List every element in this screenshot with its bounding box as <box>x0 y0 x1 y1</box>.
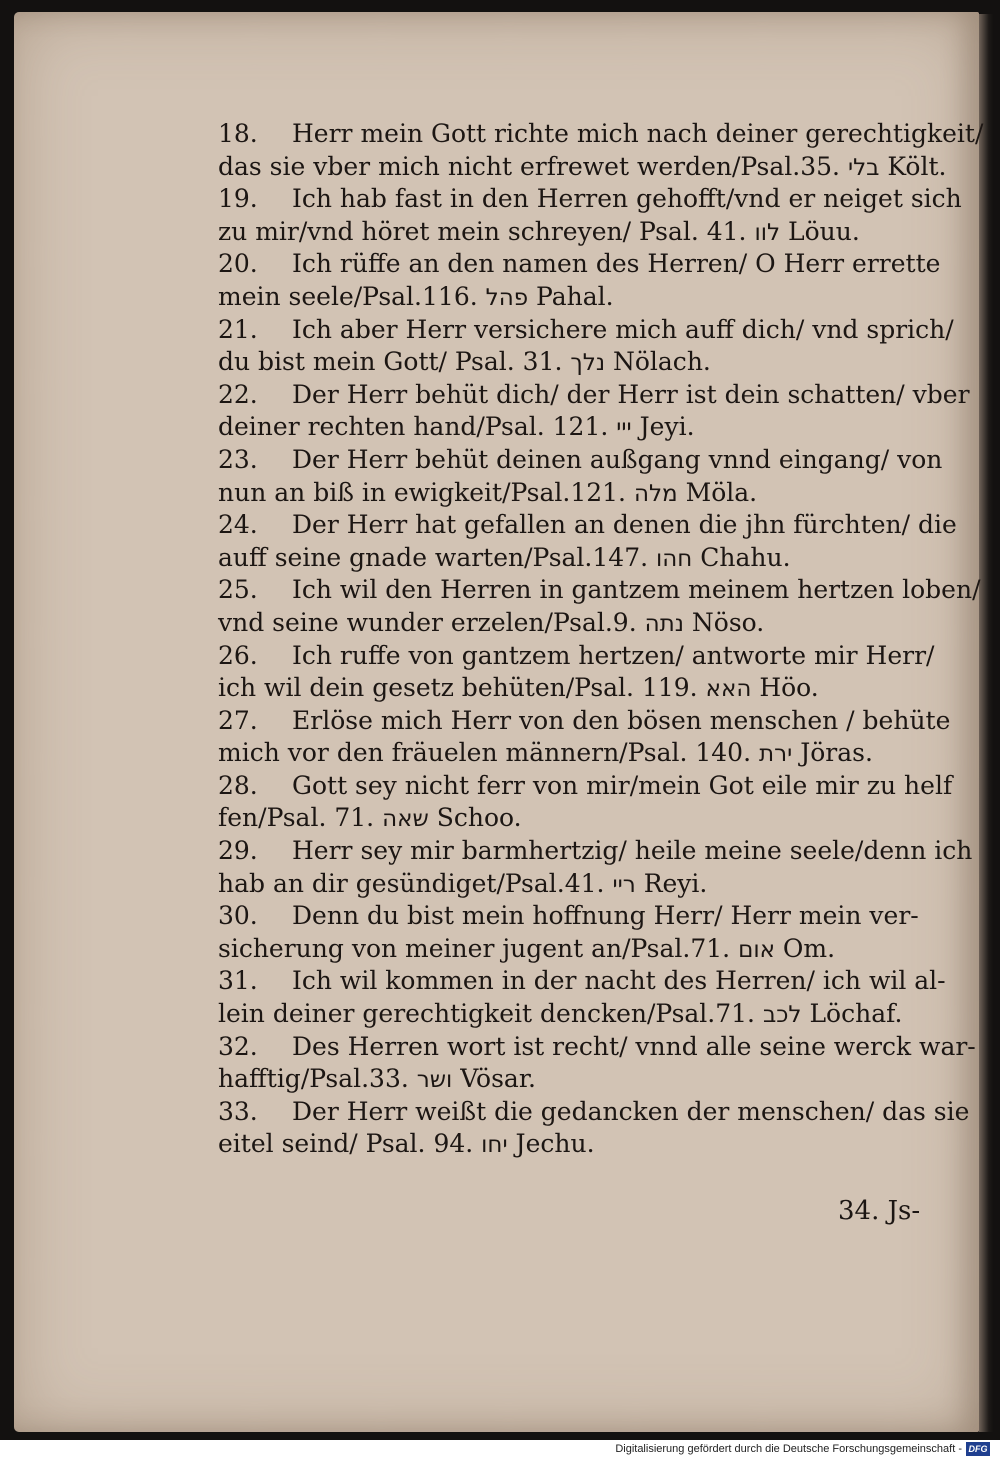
verse-first-line <box>218 183 962 216</box>
verse-text: Herr sey mir barmhertzig/ heile meine seele/denn ich <box>292 836 973 866</box>
angel-name: Nöso. <box>691 607 765 637</box>
angel-name: Chahu. <box>700 542 791 572</box>
verse-second-line <box>218 868 930 901</box>
verse-text: lein deiner gerechtigkeit dencken/Psal.71. <box>218 999 755 1029</box>
hebrew-angel-name: פהל <box>485 284 529 311</box>
hebrew-angel-name: יחו <box>481 1132 508 1159</box>
verse-second-line <box>218 737 930 770</box>
verse-first-line <box>218 900 930 933</box>
hebrew-angel-name: בלי <box>847 154 880 181</box>
verse-text: Ich aber Herr versichere mich auff dich/ vnd sprich/ <box>292 314 954 344</box>
verse-text: Gott sey nicht ferr von mir/mein Got eile mir zu helf <box>292 770 953 800</box>
hebrew-angel-name: לכב <box>762 1002 802 1029</box>
verse-number: 22. <box>218 379 258 409</box>
verse-text: das sie vber mich nicht erfrewet werden/Psal.35. <box>218 151 840 181</box>
dfg-logo: DFG <box>966 1442 990 1456</box>
verse-second-line <box>218 672 930 705</box>
angel-name: Höo. <box>759 673 819 703</box>
verse-number: 21. <box>218 314 258 344</box>
hebrew-angel-name: נלך <box>570 350 606 377</box>
verse-text: Ich rüffe an den namen des Herren/ O Herr errette <box>292 249 941 279</box>
verse-number: 24. <box>218 510 258 540</box>
verse-number: 20. <box>218 249 258 279</box>
verse-second-line <box>218 1128 930 1161</box>
verse-text: Denn du bist mein hoffnung Herr/ Herr mein ver- <box>292 901 919 931</box>
verse-number: 25. <box>218 575 258 605</box>
verse-text: fen/Psal. 71. <box>218 803 375 833</box>
angel-name: Möla. <box>685 477 758 507</box>
verse-second-line <box>218 607 930 640</box>
verse-first-line <box>218 444 943 477</box>
angel-name: Pahal. <box>536 281 614 311</box>
hebrew-angel-name: חהו <box>656 545 693 572</box>
verse-number: 28. <box>218 770 258 800</box>
verse-second-line <box>218 998 930 1031</box>
verse-first-line <box>218 118 984 151</box>
angel-name: Költ. <box>887 151 947 181</box>
verse-number: 30. <box>218 901 258 931</box>
verse-first-line <box>218 248 941 281</box>
hebrew-angel-name: ייי <box>616 415 632 442</box>
verse-text: Der Herr behüt deinen außgang vnnd eingang/ von <box>292 444 943 474</box>
verse-second-line <box>218 477 930 510</box>
hebrew-angel-name: ריי <box>612 871 636 898</box>
verse-second-line <box>218 151 947 184</box>
verse-text: Herr mein Gott richte mich nach deiner gerechtigkeit/ <box>292 119 984 148</box>
verse-first-line <box>218 835 973 868</box>
verse-text: hab an dir gesündiget/Psal.41. <box>218 868 605 898</box>
verse-text: Ich ruffe von gantzem hertzen/ antworte mir Herr/ <box>292 640 935 670</box>
angel-name: Nölach. <box>612 347 711 377</box>
verse-list <box>218 118 984 1161</box>
footer-credit: Digitalisierung gefördert durch die Deutsche Forschungsgemeinschaft - <box>615 1443 962 1455</box>
angel-name: Jöras. <box>800 738 873 768</box>
verse-text: vnd seine wunder erzelen/Psal.9. <box>218 607 637 637</box>
verse-first-line <box>218 965 946 998</box>
verse-second-line <box>218 1063 930 1096</box>
angel-name: Jeyi. <box>639 412 695 442</box>
verse-text: mein seele/Psal.116. <box>218 281 478 311</box>
hebrew-angel-name: ירת <box>759 741 793 768</box>
verse-text: Erlöse mich Herr von den bösen menschen / behüte <box>292 705 951 735</box>
angel-name: Löuu. <box>788 216 860 246</box>
verse-number: 23. <box>218 444 258 474</box>
verse-text: Der Herr hat gefallen an denen die jhn fürchten/ die <box>292 510 957 540</box>
verse-number: 26. <box>218 640 258 670</box>
verse-text: deiner rechten hand/Psal. 121. <box>218 412 609 442</box>
verse-number: 29. <box>218 836 258 866</box>
verse-first-line <box>218 314 954 347</box>
page-edge <box>979 14 993 1432</box>
angel-name: Jechu. <box>515 1129 595 1159</box>
verse-text: Ich wil den Herren in gantzem meinem hertzen loben/ <box>292 575 981 605</box>
verse-text: nun an biß in ewigkeit/Psal.121. <box>218 477 626 507</box>
verse-text: Der Herr weißt die gedancken der menschen/ das sie <box>292 1096 970 1126</box>
verse-number: 19. <box>218 184 258 214</box>
hebrew-angel-name: אום <box>738 936 775 963</box>
verse-first-line <box>218 509 957 542</box>
verse-first-line <box>218 574 981 607</box>
angel-name: Vösar. <box>460 1064 536 1094</box>
verse-text: auff seine gnade warten/Psal.147. <box>218 542 649 572</box>
hebrew-angel-name: ושר <box>416 1067 453 1094</box>
verse-first-line <box>218 640 935 673</box>
catchword: 34. Js- <box>838 1196 921 1226</box>
verse-second-line <box>218 216 930 249</box>
verse-text: Ich hab fast in den Herren gehofft/vnd er neiget sich <box>292 184 962 214</box>
verse-first-line <box>218 379 970 412</box>
angel-name: Reyi. <box>643 868 708 898</box>
verse-number: 31. <box>218 966 258 996</box>
hebrew-angel-name: לוו <box>754 219 781 246</box>
verse-first-line <box>218 705 951 738</box>
hebrew-angel-name: נתה <box>644 610 684 637</box>
angel-name: Schoo. <box>436 803 522 833</box>
verse-second-line <box>218 411 930 444</box>
verse-text: sicherung von meiner jugent an/Psal.71. <box>218 933 731 963</box>
verse-second-line <box>218 281 930 314</box>
verse-text: ich wil dein gesetz behüten/Psal. 119. <box>218 673 698 703</box>
verse-second-line <box>218 346 930 379</box>
verse-text: mich vor den fräuelen männern/Psal. 140. <box>218 738 752 768</box>
verse-second-line <box>218 542 930 575</box>
verse-number: 18. <box>218 119 258 148</box>
verse-second-line <box>218 802 930 835</box>
verse-first-line <box>218 1031 976 1064</box>
verse-text: eitel seind/ Psal. 94. <box>218 1129 474 1159</box>
hebrew-angel-name: מלה <box>633 480 678 507</box>
verse-first-line <box>218 770 953 803</box>
verse-text: Ich wil kommen in der nacht des Herren/ ich wil al- <box>292 966 946 996</box>
verse-text: hafftig/Psal.33. <box>218 1064 409 1094</box>
verse-first-line <box>218 1096 970 1129</box>
hebrew-angel-name: האא <box>705 676 752 703</box>
verse-text: du bist mein Gott/ Psal. 31. <box>218 347 563 377</box>
verse-number: 33. <box>218 1096 258 1126</box>
hebrew-angel-name: שאה <box>382 806 429 833</box>
verse-number: 27. <box>218 705 258 735</box>
verse-text: Des Herren wort ist recht/ vnnd alle seine werck war- <box>292 1031 976 1061</box>
verse-text: zu mir/vnd höret mein schreyen/ Psal. 41. <box>218 216 747 246</box>
angel-name: Löchaf. <box>809 999 903 1029</box>
verse-number: 32. <box>218 1031 258 1061</box>
angel-name: Om. <box>782 933 836 963</box>
verse-second-line <box>218 933 930 966</box>
verse-text: Der Herr behüt dich/ der Herr ist dein schatten/ vber <box>292 379 970 409</box>
